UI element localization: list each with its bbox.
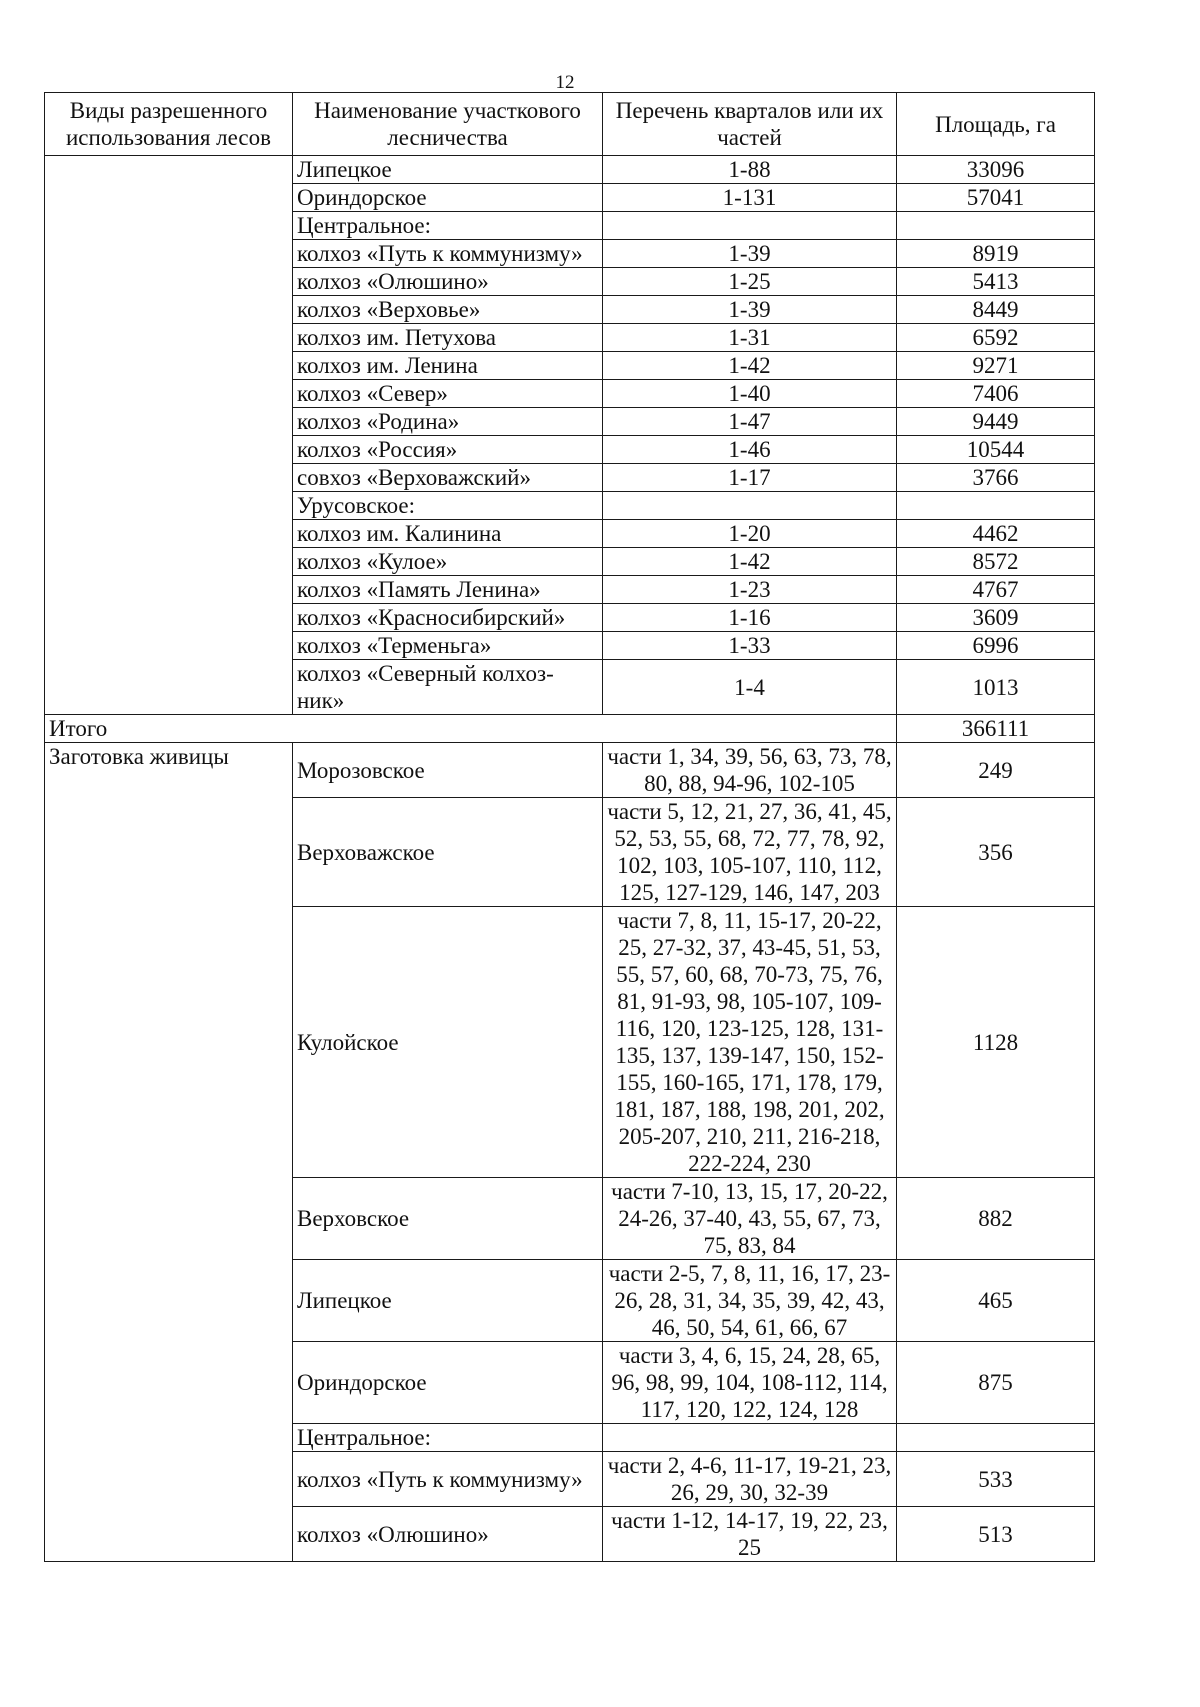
blocks-list: 1-25 bbox=[603, 268, 897, 296]
area-value: 3766 bbox=[897, 464, 1095, 492]
forestry-name: Ориндорское bbox=[293, 184, 603, 212]
blocks-list: 1-23 bbox=[603, 576, 897, 604]
area-value: 1013 bbox=[897, 660, 1095, 715]
blocks-list: 1-31 bbox=[603, 324, 897, 352]
forestry-name: Кулойское bbox=[293, 907, 603, 1178]
forestry-name: совхоз «Верховажский» bbox=[293, 464, 603, 492]
forestry-name: Центральное: bbox=[293, 212, 603, 240]
area-value: 4462 bbox=[897, 520, 1095, 548]
total-row bbox=[45, 715, 1095, 743]
forestry-name: колхоз «Север» bbox=[293, 380, 603, 408]
area-value: 9449 bbox=[897, 408, 1095, 436]
forestry-name: колхоз «Путь к коммунизму» bbox=[293, 240, 603, 268]
blocks-list: 1-17 bbox=[603, 464, 897, 492]
area-value: 356 bbox=[897, 798, 1095, 907]
blocks-list bbox=[603, 492, 897, 520]
forestry-name: Верховажское bbox=[293, 798, 603, 907]
blocks-list: 1-88 bbox=[603, 156, 897, 184]
forestry-name: колхоз им. Ленина bbox=[293, 352, 603, 380]
blocks-list bbox=[603, 1424, 897, 1452]
forestry-name: колхоз «Северный колхоз-ник» bbox=[293, 660, 603, 715]
table-row bbox=[45, 156, 1095, 184]
blocks-list: 1-46 bbox=[603, 436, 897, 464]
area-value: 6996 bbox=[897, 632, 1095, 660]
area-value bbox=[897, 1424, 1095, 1452]
blocks-list: 1-39 bbox=[603, 296, 897, 324]
area-value: 7406 bbox=[897, 380, 1095, 408]
forestry-name: Морозовское bbox=[293, 743, 603, 798]
forestry-name: колхоз «Олюшино» bbox=[293, 268, 603, 296]
area-value: 9271 bbox=[897, 352, 1095, 380]
blocks-list: части 7-10, 13, 15, 17, 20-22, 24-26, 37-40, 43, 55, 67, 73, 75, 83, 84 bbox=[603, 1178, 897, 1260]
blocks-list: 1-42 bbox=[603, 548, 897, 576]
forestry-name: колхоз им. Калинина bbox=[293, 520, 603, 548]
blocks-list: 1-4 bbox=[603, 660, 897, 715]
use-type-label: Заготовка живицы bbox=[45, 743, 293, 1562]
forestry-name: колхоз «Терменьга» bbox=[293, 632, 603, 660]
blocks-list: 1-40 bbox=[603, 380, 897, 408]
forestry-name: колхоз «Родина» bbox=[293, 408, 603, 436]
area-value: 249 bbox=[897, 743, 1095, 798]
area-value: 882 bbox=[897, 1178, 1095, 1260]
blocks-list: части 2, 4-6, 11-17, 19-21, 23, 26, 29, 30, 32-39 bbox=[603, 1452, 897, 1507]
area-value: 33096 bbox=[897, 156, 1095, 184]
blocks-list bbox=[603, 212, 897, 240]
blocks-list: части 1-12, 14-17, 19, 22, 23, 25 bbox=[603, 1507, 897, 1562]
blocks-list: 1-131 bbox=[603, 184, 897, 212]
area-value: 8449 bbox=[897, 296, 1095, 324]
area-value: 6592 bbox=[897, 324, 1095, 352]
forestry-name: колхоз «Верховье» bbox=[293, 296, 603, 324]
forestry-name: колхоз «Путь к коммунизму» bbox=[293, 1452, 603, 1507]
blocks-list: 1-33 bbox=[603, 632, 897, 660]
forestry-name: Урусовское: bbox=[293, 492, 603, 520]
forestry-name: колхоз им. Петухова bbox=[293, 324, 603, 352]
blocks-list: части 2-5, 7, 8, 11, 16, 17, 23-26, 28, 31, 34, 35, 39, 42, 43, 46, 50, 54, 61, 66, 67 bbox=[603, 1260, 897, 1342]
blocks-list: части 7, 8, 11, 15-17, 20-22, 25, 27-32, 37, 43-45, 51, 53, 55, 57, 60, 68, 70-73, 75, 76, 81, 91-93, 98, 105-107, 109-116, 120, 123-125, 128, 131-135, 137, 139-147, 150, 152-155, 160-165, 171, 178, 179, 181, 187, 188, 198, 201, 202, 205-207, 210, 211, 216-218, 222-224, 230 bbox=[603, 907, 897, 1178]
area-value: 8572 bbox=[897, 548, 1095, 576]
forestry-name: колхоз «Красносибирский» bbox=[293, 604, 603, 632]
area-value: 513 bbox=[897, 1507, 1095, 1562]
area-value bbox=[897, 212, 1095, 240]
header-forestry: Наименование участкового лесничества bbox=[293, 93, 603, 156]
table-row bbox=[45, 743, 1095, 798]
area-value: 1128 bbox=[897, 907, 1095, 1178]
area-value: 533 bbox=[897, 1452, 1095, 1507]
area-value: 5413 bbox=[897, 268, 1095, 296]
blocks-list: 1-42 bbox=[603, 352, 897, 380]
area-value: 465 bbox=[897, 1260, 1095, 1342]
forestry-name: колхоз «Олюшино» bbox=[293, 1507, 603, 1562]
blocks-list: 1-47 bbox=[603, 408, 897, 436]
area-value: 8919 bbox=[897, 240, 1095, 268]
forestry-name: Липецкое bbox=[293, 156, 603, 184]
area-value: 57041 bbox=[897, 184, 1095, 212]
blocks-list: части 5, 12, 21, 27, 36, 41, 45, 52, 53, 55, 68, 72, 77, 78, 92, 102, 103, 105-107, 110, 112, 125, 127-129, 146, 147, 203 bbox=[603, 798, 897, 907]
forestry-name: колхоз «Кулое» bbox=[293, 548, 603, 576]
use-type-cell-empty bbox=[45, 156, 293, 715]
blocks-list: 1-20 bbox=[603, 520, 897, 548]
blocks-list: части 1, 34, 39, 56, 63, 73, 78, 80, 88, 94-96, 102-105 bbox=[603, 743, 897, 798]
header-area: Площадь, га bbox=[897, 93, 1095, 156]
total-area: 366111 bbox=[897, 715, 1095, 743]
area-value bbox=[897, 492, 1095, 520]
forestry-name: Верховское bbox=[293, 1178, 603, 1260]
blocks-list: части 3, 4, 6, 15, 24, 28, 65, 96, 98, 99, 104, 108-112, 114, 117, 120, 122, 124, 128 bbox=[603, 1342, 897, 1424]
header-blocks: Перечень кварталов или их частей bbox=[603, 93, 897, 156]
blocks-list: 1-39 bbox=[603, 240, 897, 268]
forestry-name: Ориндорское bbox=[293, 1342, 603, 1424]
page-number: 12 bbox=[555, 72, 575, 93]
forestry-name: Центральное: bbox=[293, 1424, 603, 1452]
area-value: 875 bbox=[897, 1342, 1095, 1424]
table-header-row bbox=[45, 93, 1095, 156]
forestry-name: колхоз «Память Ленина» bbox=[293, 576, 603, 604]
area-value: 4767 bbox=[897, 576, 1095, 604]
area-value: 3609 bbox=[897, 604, 1095, 632]
forestry-name: колхоз «Россия» bbox=[293, 436, 603, 464]
header-use-type: Виды разрешенного использования лесов bbox=[45, 93, 293, 156]
area-value: 10544 bbox=[897, 436, 1095, 464]
total-label: Итого bbox=[45, 715, 897, 743]
forestry-name: Липецкое bbox=[293, 1260, 603, 1342]
forest-use-table bbox=[44, 92, 1095, 1562]
blocks-list: 1-16 bbox=[603, 604, 897, 632]
